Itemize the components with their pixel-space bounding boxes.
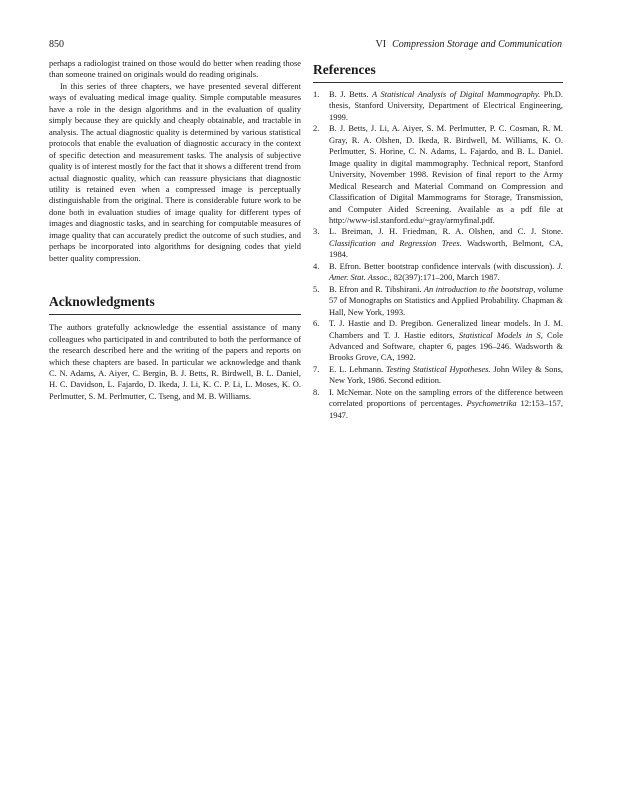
reference-item	[313, 89, 563, 123]
reference-title: J. Amer. Stat. Assoc.,	[329, 260, 563, 283]
running-head	[376, 38, 562, 52]
left-column	[49, 58, 301, 402]
reference-title: A Statistical Analysis of Digital Mammography.	[372, 89, 541, 99]
reference-text: B. J. Betts, J. Li, A. Aiyer, S. M. Perlmutter, P. C. Cosman, R. M. Gray, R. A. Olshen, D. Ikeda, R. Birdwell, M. Williams, K. O. Perlmutter, S. Horine, C. N. Adams, L. Fajardo, and B. L. Daniel. Image quality in digital mammography. Technical report, Stanford University, November 1998. Revision of final report to the Army Medical Research and Material Command on Compression and Classification of Digital Mammograms for Storage, Transmission, and Computer Aided Screening. Available as a pdf file at http://www-isl.stanford.edu/~gray/armyfinal.pdf.	[329, 123, 563, 225]
reference-item	[313, 364, 563, 387]
reference-text: John Wiley & Sons, New York, 1986. Second edition.	[329, 363, 564, 386]
reference-text: B. J. Betts.	[329, 89, 373, 99]
conclusion-paragraph-1: perhaps a radiologist trained on those would do better when reading those than someone trained on originals would do reading originals.	[49, 58, 301, 80]
reference-text: Ph.D. thesis, Stanford University, Department of Electrical Engineering, 1999.	[329, 89, 563, 122]
section-title: Compression Storage and Communication	[392, 39, 562, 50]
reference-title: Psychometrika	[466, 398, 517, 409]
reference-number: 1.	[313, 89, 320, 99]
reference-number: 2.	[313, 123, 320, 134]
reference-text: I. McNemar. Note on the sampling errors of the difference between correlated proportions of percentages.	[329, 386, 563, 409]
reference-title: Statistical Models in S,	[458, 329, 543, 340]
reference-number: 5.	[313, 283, 320, 294]
right-column	[313, 58, 563, 421]
reference-text: T. J. Hastie and D. Pregibon. Generalized linear models. In J. M. Chambers and T. J. Hastie editors,	[329, 318, 563, 340]
reference-number: 7.	[313, 363, 320, 374]
reference-text: 12:153–157, 1947.	[329, 398, 563, 420]
reference-title: Testing Statistical Hypotheses.	[386, 363, 491, 374]
reference-text: B. Efron and R. Tibshirani.	[329, 283, 424, 294]
part-number: VI	[375, 39, 387, 50]
reference-text: volume 57 of Monographs on Statistics and Applied Probability. Chapman & Hall, New York, 1993.	[329, 283, 563, 317]
acknowledgments-heading: Acknowledgments	[49, 293, 301, 315]
reference-item	[313, 123, 563, 226]
reference-text: L. Breiman, J. H. Friedman, R. A. Olshen, and C. J. Stone.	[329, 226, 563, 237]
reference-number: 3.	[313, 226, 320, 237]
references-heading: References	[313, 61, 563, 83]
reference-text: E. L. Lehmann.	[329, 363, 387, 374]
reference-number: 6.	[313, 318, 320, 329]
page-number: 850	[49, 39, 64, 50]
reference-item	[313, 226, 563, 260]
reference-item	[313, 284, 563, 318]
reference-title: Classification and Regression Trees.	[329, 237, 462, 248]
conclusion-paragraph-2: In this series of three chapters, we have presented several different ways of evaluating medical image quality. Simple computable measures have a role in the design algorithms and in the evaluation of quality simply because they are quickly and cheaply obtainable, and tractable in analysis. The actual diagnostic quality is determined by various statistical protocols that enable the evaluation of diagnostic accuracy in the context of specific detection and measurement tasks. The analysis of subjective quality is of interest mostly for the fact that it shows a different trend from actual diagnostic quality, which can reassure physicians that diagnostic utility is retained even when a compressed image is perceptually distinguishable from the original. There is considerable future work to be done both in evaluation studies of image quality for different types of images and diagnostic tasks, and in searching for computable measures of image quality that can accurately predict the outcome of such studies, and perhaps be incorporated into algorithms for designing codes that yield better quality compression.	[49, 80, 301, 263]
reference-number: 8.	[313, 386, 320, 397]
reference-text: B. Efron. Better bootstrap confidence intervals (with discussion).	[329, 260, 558, 271]
reference-list	[313, 89, 563, 421]
acknowledgments-text: The authors gratefully acknowledge the essential assistance of many colleagues who participated in and contributed to both the performance of the research described here and the writing of the papers and reports on which these chapters are based. In particular we acknowledge and thank C. N. Adams, A. Aiyer, C. Bergin, B. J. Betts, R. Birdwell, B. L. Daniel, H. C. Davidson, L. Fajardo, D. Ikeda, J. Li, K. C. P. Li, L. Moses, K. O. Perlmutter, S. M. Perlmutter, C. Tseng, and M. B. Williams.	[49, 322, 301, 401]
page-header	[49, 38, 562, 52]
reference-text: 82(397):171–200, March 1987.	[391, 272, 500, 283]
reference-title: An introduction to the bootstrap,	[423, 283, 536, 294]
reference-item	[313, 318, 563, 364]
reference-number: 4.	[313, 260, 320, 271]
reference-item	[313, 387, 563, 421]
reference-text: Cole Advanced and Software, chapter 6, pages 196–246. Wadsworth & Brooks Grove, CA, 1992.	[329, 329, 563, 363]
reference-item	[313, 261, 563, 284]
reference-text: Wadsworth, Belmont, CA, 1984.	[329, 237, 563, 260]
